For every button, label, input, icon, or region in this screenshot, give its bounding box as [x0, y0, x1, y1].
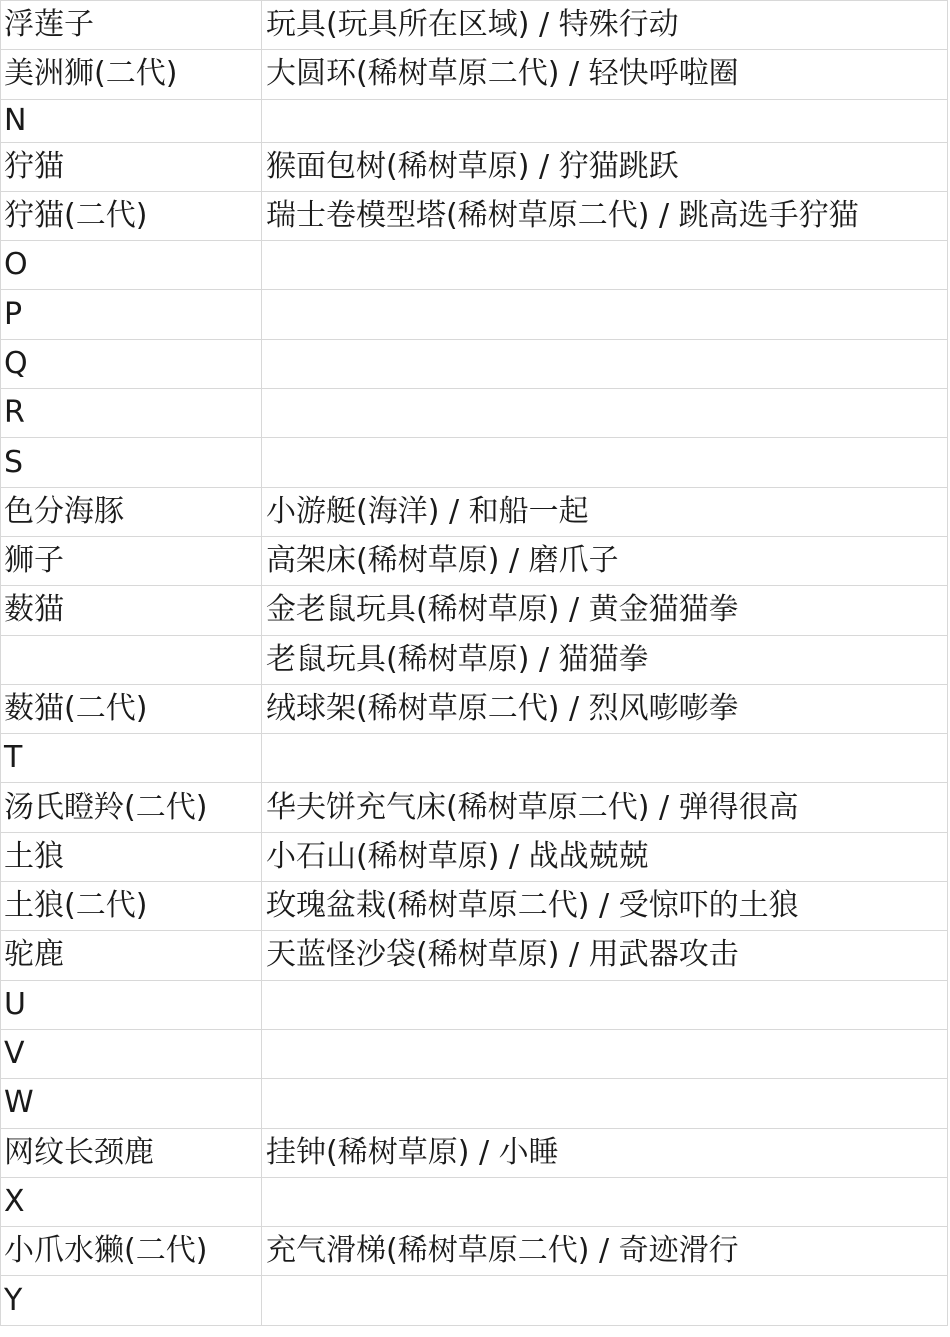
table-row — [1, 1227, 948, 1276]
animal-cell: 小爪水獭(二代) — [1, 1227, 262, 1275]
toy-action-cell: 充气滑梯(稀树草原二代) / 奇迹滑行 — [262, 1227, 948, 1275]
toy-action-cell — [262, 438, 948, 486]
toy-action-cell: 玫瑰盆栽(稀树草原二代) / 受惊吓的土狼 — [262, 882, 948, 930]
letter-heading-cell: W — [1, 1079, 262, 1127]
toy-action-cell: 小游艇(海洋) / 和船一起 — [262, 488, 948, 536]
animal-cell: 狞猫(二代) — [1, 192, 262, 240]
animal-cell: 色分海豚 — [1, 488, 262, 536]
toy-action-cell — [262, 340, 948, 388]
table-row — [1, 389, 948, 438]
letter-heading-cell: Y — [1, 1276, 262, 1324]
toy-action-cell — [262, 1178, 948, 1226]
table-row — [1, 636, 948, 685]
table-row — [1, 931, 948, 980]
animal-cell: 薮猫 — [1, 586, 262, 634]
table-row — [1, 438, 948, 487]
table-row — [1, 586, 948, 635]
letter-heading-cell: O — [1, 241, 262, 289]
animal-cell: 浮莲子 — [1, 1, 262, 49]
toy-action-cell — [262, 1079, 948, 1127]
letter-heading-cell: S — [1, 438, 262, 486]
toy-action-cell: 老鼠玩具(稀树草原) / 猫猫拳 — [262, 636, 948, 684]
toy-action-cell — [262, 241, 948, 289]
table-row — [1, 488, 948, 537]
toy-action-cell: 金老鼠玩具(稀树草原) / 黄金猫猫拳 — [262, 586, 948, 634]
table-row — [1, 537, 948, 586]
table-row — [1, 143, 948, 192]
animal-cell: 狞猫 — [1, 143, 262, 191]
animal-cell — [1, 636, 262, 684]
toy-action-cell — [262, 1030, 948, 1078]
toy-action-cell: 挂钟(稀树草原) / 小睡 — [262, 1129, 948, 1177]
table-row — [1, 734, 948, 783]
letter-heading-cell: R — [1, 389, 262, 437]
table-row — [1, 1030, 948, 1079]
letter-heading-cell: Q — [1, 340, 262, 388]
table-row — [1, 1, 948, 50]
animal-cell: 土狼 — [1, 833, 262, 881]
letter-heading-cell: N — [1, 100, 262, 142]
toy-action-cell: 华夫饼充气床(稀树草原二代) / 弹得很高 — [262, 783, 948, 831]
toy-action-cell: 天蓝怪沙袋(稀树草原) / 用武器攻击 — [262, 931, 948, 979]
table-row — [1, 1129, 948, 1178]
toy-action-cell — [262, 100, 948, 142]
toy-action-cell — [262, 1276, 948, 1324]
animal-cell: 美洲狮(二代) — [1, 50, 262, 98]
table-row — [1, 290, 948, 339]
table-row — [1, 1079, 948, 1128]
letter-heading-cell: P — [1, 290, 262, 338]
toy-action-cell: 猴面包树(稀树草原) / 狞猫跳跃 — [262, 143, 948, 191]
animal-cell: 薮猫(二代) — [1, 685, 262, 733]
toy-action-cell — [262, 290, 948, 338]
table-row — [1, 192, 948, 241]
toy-action-cell: 高架床(稀树草原) / 磨爪子 — [262, 537, 948, 585]
table-row — [1, 100, 948, 143]
toy-action-cell: 小石山(稀树草原) / 战战兢兢 — [262, 833, 948, 881]
table-row — [1, 1276, 948, 1325]
table-row — [1, 685, 948, 734]
letter-heading-cell: X — [1, 1178, 262, 1226]
toy-action-cell: 绒球架(稀树草原二代) / 烈风嘭嘭拳 — [262, 685, 948, 733]
table-row — [1, 783, 948, 832]
toy-action-cell: 玩具(玩具所在区域) / 特殊行动 — [262, 1, 948, 49]
table-row — [1, 882, 948, 931]
letter-heading-cell: U — [1, 981, 262, 1029]
toy-action-cell — [262, 734, 948, 782]
letter-heading-cell: T — [1, 734, 262, 782]
animal-cell: 驼鹿 — [1, 931, 262, 979]
letter-heading-cell: V — [1, 1030, 262, 1078]
table-row — [1, 833, 948, 882]
toy-action-cell — [262, 981, 948, 1029]
animal-cell: 汤氏瞪羚(二代) — [1, 783, 262, 831]
table-row — [1, 241, 948, 290]
toy-action-cell: 大圆环(稀树草原二代) / 轻快呼啦圈 — [262, 50, 948, 98]
table-row — [1, 1178, 948, 1227]
table-row — [1, 340, 948, 389]
animal-cell: 网纹长颈鹿 — [1, 1129, 262, 1177]
animal-cell: 狮子 — [1, 537, 262, 585]
animal-cell: 土狼(二代) — [1, 882, 262, 930]
toy-action-cell — [262, 389, 948, 437]
table-row — [1, 50, 948, 99]
table-row — [1, 981, 948, 1030]
toy-action-cell: 瑞士卷模型塔(稀树草原二代) / 跳高选手狞猫 — [262, 192, 948, 240]
